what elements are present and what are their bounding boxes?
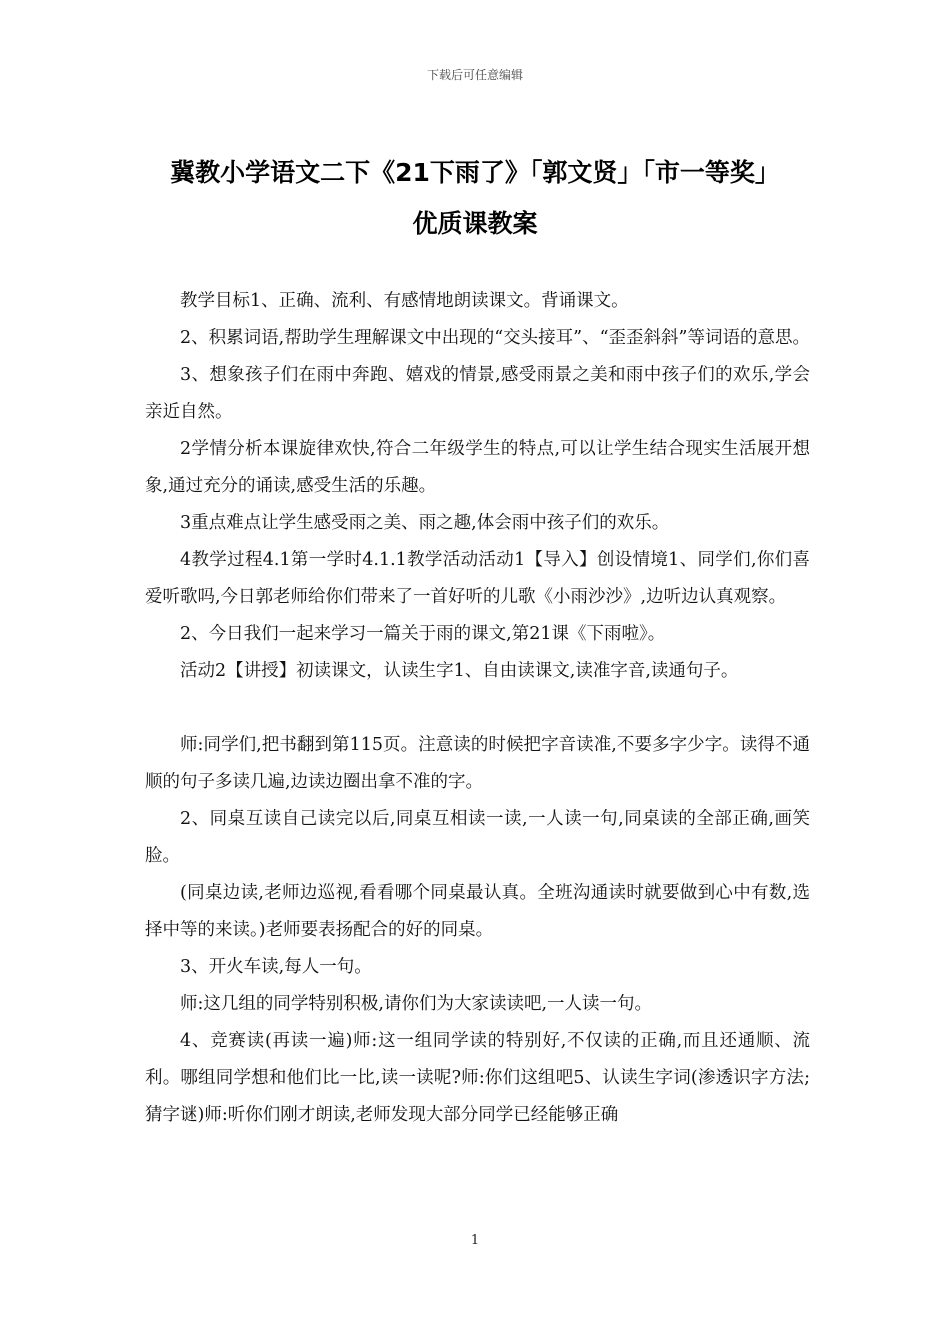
paragraph: 师:这几组的同学特别积极,请你们为大家读读吧,一人读一句。 — [180, 994, 653, 1014]
document-title: 冀教小学语文二下《21下雨了》「郭文贤」「市一等奖」 — [170, 158, 780, 187]
paragraph: 2、同桌互读自己读完以后,同桌互相读一读,一人读一句,同桌读的全部正确,画笑脸。 — [145, 809, 810, 866]
paragraph: 2、今日我们一起来学习一篇关于雨的课文,第21课《下雨啦》。 — [180, 624, 666, 644]
paragraph: 3、开火车读,每人一句。 — [180, 957, 372, 977]
paragraph: 教学目标1、正确、流利、有感情地朗读课文。背诵课文。 — [180, 291, 629, 311]
paragraph: 师:同学们,把书翻到第115页。注意读的时候把字音读准,不要多字少字。读得不通顺的句子多读几遍,边读边圈出拿不准的字。 — [145, 735, 810, 792]
document-body — [145, 283, 810, 1134]
paragraph: 3重点难点让学生感受雨之美、雨之趣,体会雨中孩子们的欢乐。 — [180, 513, 670, 533]
document-title-continued: 优质课教案 — [412, 209, 538, 238]
paragraph: 活动2【讲授】初读课文，认读生字1、自由读课文,读准字音,读通句子。 — [180, 661, 739, 681]
paragraph: 3、想象孩子们在雨中奔跑、嬉戏的情景,感受雨景之美和雨中孩子们的欢乐,学会亲近自然。 — [145, 365, 810, 422]
page-number: 1 — [470, 1233, 480, 1248]
paragraph: (同桌边读,老师边巡视,看看哪个同桌最认真。全班沟通读时就要做到心中有数,选择中等的来读。)老师要表扬配合的好的同桌。 — [145, 883, 810, 940]
paragraph: 4、竞赛读(再读一遍)师:这一组同学读的特别好,不仅读的正确,而且还通顺、流利。哪组同学想和他们比一比,读一读呢?师:你们这组吧5、认读生字词(渗透识字方法;猜字谜)师:听你们刚才朗读,老师发现大部分同学已经能够正确 — [145, 1031, 810, 1125]
paragraph: 2学情分析本课旋律欢快,符合二年级学生的特点,可以让学生结合现实生活展开想象,通过充分的诵读,感受生活的乐趣。 — [145, 439, 810, 496]
header-note: 下载后可任意编辑 — [426, 68, 523, 82]
paragraph: 2、积累词语,帮助学生理解课文中出现的“交头接耳”、“歪歪斜斜”等词语的意思。 — [180, 328, 810, 348]
paragraph: 4教学过程4.1第一学时4.1.1教学活动活动1【导入】创设情境1、同学们,你们喜爱听歌吗,今日郭老师给你们带来了一首好听的儿歌《小雨沙沙》,边听边认真观察。 — [145, 550, 810, 607]
